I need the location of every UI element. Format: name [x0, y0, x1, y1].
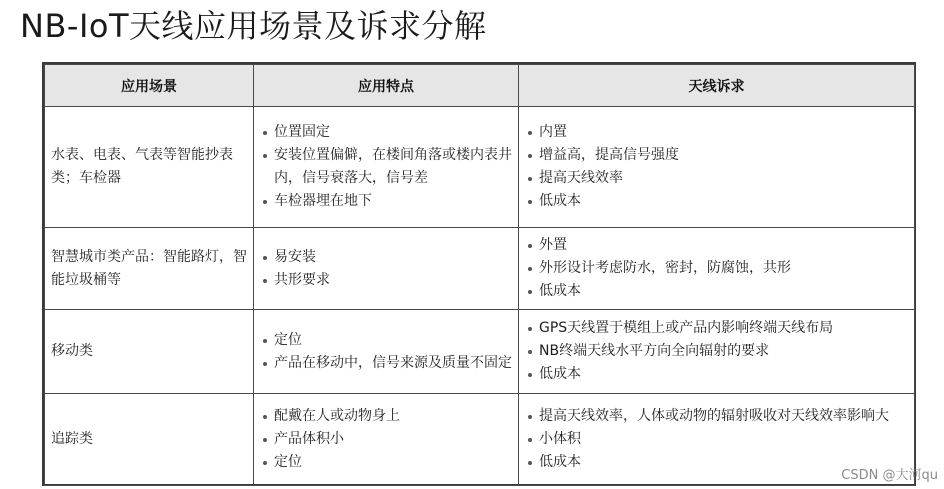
list-item: 位置固定: [260, 121, 514, 144]
header-scene: 应用场景: [45, 65, 254, 107]
list-item: NB终端天线水平方向全向辐射的要求: [525, 340, 910, 363]
list-item: 安装位置偏僻，在楼间角落或楼内表井内，信号衰落大，信号差: [260, 144, 514, 190]
requirements-list: [525, 317, 910, 386]
scene-cell: 移动类: [45, 310, 254, 394]
scenario-table-frame: [42, 62, 916, 486]
header-requirements: 天线诉求: [519, 65, 915, 107]
features-cell: [254, 228, 519, 310]
list-item: 外置: [525, 234, 910, 257]
list-item: 低成本: [525, 363, 910, 386]
list-item: 低成本: [525, 190, 910, 213]
list-item: 产品在移动中，信号来源及质量不固定: [260, 352, 514, 375]
features-cell: [254, 107, 519, 228]
list-item: 外形设计考虑防水，密封，防腐蚀，共形: [525, 257, 910, 280]
scene-cell: 追踪类: [45, 394, 254, 486]
page-title: NB-IoT天线应用场景及诉求分解: [20, 7, 487, 45]
table-row: [45, 228, 915, 310]
header-features: 应用特点: [254, 65, 519, 107]
scenario-table: [44, 64, 915, 486]
list-item: 易安装: [260, 246, 514, 269]
list-item: 共形要求: [260, 269, 514, 292]
features-list: [260, 405, 514, 474]
list-item: 定位: [260, 329, 514, 352]
list-item: 定位: [260, 451, 514, 474]
requirements-cell: [519, 310, 915, 394]
list-item: 提高天线效率: [525, 167, 910, 190]
list-item: 增益高，提高信号强度: [525, 144, 910, 167]
list-item: 车检器埋在地下: [260, 190, 514, 213]
list-item: 产品体积小: [260, 428, 514, 451]
requirements-cell: [519, 228, 915, 310]
features-list: [260, 246, 514, 292]
list-item: GPS天线置于模组上或产品内影响终端天线布局: [525, 317, 910, 340]
table-row: [45, 107, 915, 228]
table-row: [45, 310, 915, 394]
list-item: 内置: [525, 121, 910, 144]
scene-cell: 智慧城市类产品：智能路灯，智能垃圾桶等: [45, 228, 254, 310]
scene-cell: 水表、电表、气表等智能抄表类；车检器: [45, 107, 254, 228]
list-item: 低成本: [525, 451, 910, 474]
list-item: 提高天线效率，人体或动物的辐射吸收对天线效率影响大: [525, 405, 910, 428]
features-list: [260, 329, 514, 375]
list-item: 低成本: [525, 280, 910, 303]
watermark: CSDN @大河qu: [841, 468, 938, 483]
requirements-list: [525, 234, 910, 303]
features-cell: [254, 310, 519, 394]
list-item: 小体积: [525, 428, 910, 451]
table-row: [45, 394, 915, 486]
features-list: [260, 121, 514, 213]
requirements-list: [525, 121, 910, 213]
requirements-cell: [519, 107, 915, 228]
table-header-row: [45, 65, 915, 107]
features-cell: [254, 394, 519, 486]
list-item: 配戴在人或动物身上: [260, 405, 514, 428]
